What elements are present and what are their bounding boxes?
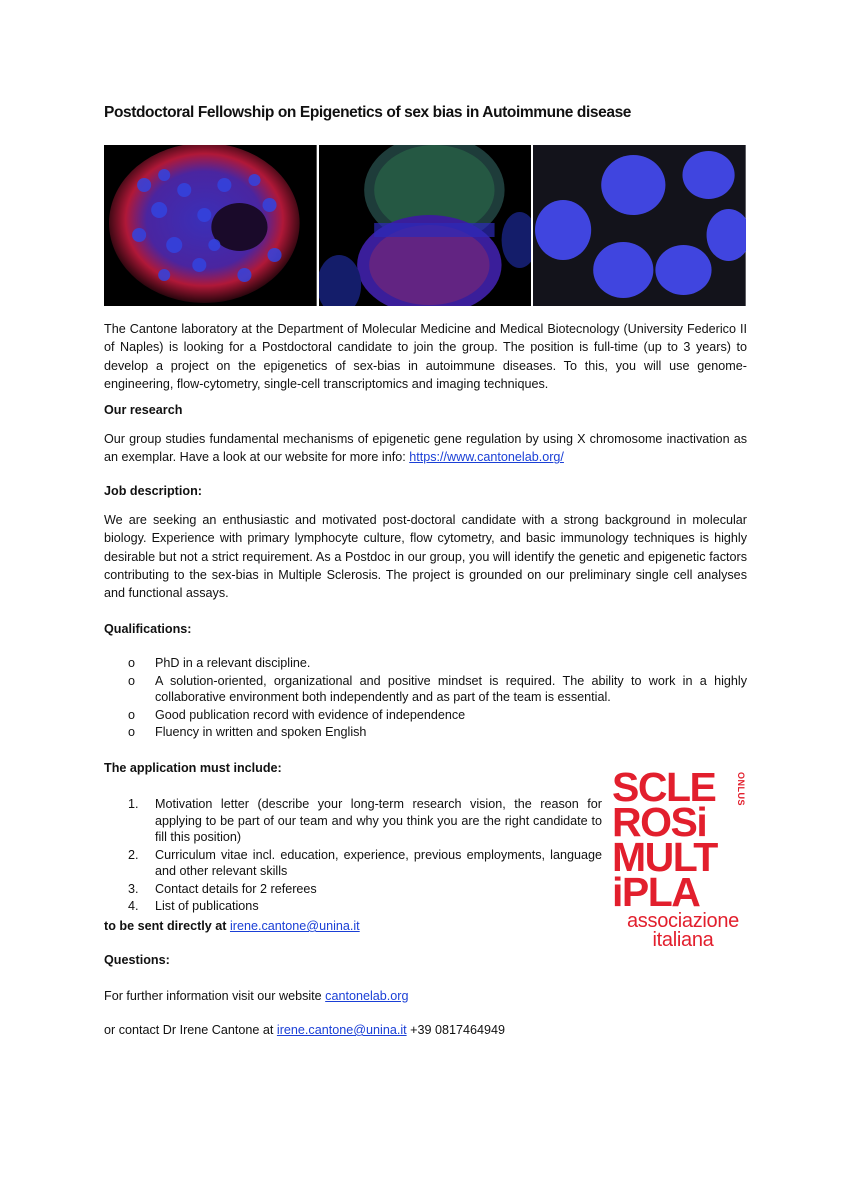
bullet-marker: o — [128, 725, 136, 739]
page-title: Postdoctoral Fellowship on Epigenetics of sex bias in Autoimmune disease — [104, 104, 632, 121]
list-item: o Fluency in written and spoken English — [128, 725, 367, 739]
job-paragraph: We are seeking an enthusiastic and motivated post-doctoral candidate with a strong background in molecular biology. Experience with primary lymphocyte culture, flow cytometry, and basic immunology techniques is highly desirable but not a strict requirement. As a Postdoc in our group, you will identify the genetic and epigenetic factors contributing to the sex-bias in Multiple Sclerosis. The project is grounded on our preliminary single cell analyses and functional assays. — [104, 513, 747, 601]
research-website-link[interactable]: https://www.cantonelab.org/ — [409, 450, 564, 465]
list-item: 2. Curriculum vitae incl. education, experience, previous employments, language and other relevant skills — [128, 847, 602, 878]
microscopy-image-1 — [104, 145, 317, 306]
contact-email-link[interactable]: irene.cantone@unina.it — [276, 1023, 407, 1037]
send-label: to be sent directly at — [104, 919, 230, 933]
sclerosi-multipla-logo: ONLUS SCLE ROSi MULT iPLA associazione italiana — [612, 764, 746, 951]
intro-paragraph: The Cantone laboratory at the Department of Molecular Medicine and Medical Biotecnology (University Federico II of Naples) is looking for a Postdoctoral candidate to join the group. The position is full-time (up to 3 years) to develop a project on the epigenetics of sex-bias in autoimmune diseases. To this, you will use genome-engineering, flow-cytometry, single-cell transcriptomics and imaging techniques. — [104, 322, 747, 391]
job-heading: Job description: — [104, 484, 202, 498]
contact-line: or contact Dr Irene Cantone at irene.cantone@unina.it +39 0817464949 — [104, 1023, 506, 1037]
research-text: Our group studies fundamental mechanisms of epigenetic gene regulation by using X chromosome inactivation as an exemplar. Have a look at our website for more info: — [104, 432, 747, 465]
microscopy-image-3 — [533, 145, 746, 306]
phone-number: +39 0817464949 — [406, 1023, 506, 1037]
application-heading: The application must include: — [104, 761, 282, 775]
list-item: o Good publication record with evidence of independence — [128, 707, 466, 722]
microscopy-images — [104, 145, 746, 306]
qualifications-heading: Qualifications: — [104, 622, 192, 636]
qualifications-list — [104, 655, 747, 742]
microscopy-image-2 — [319, 145, 532, 306]
bullet-marker: o — [128, 673, 136, 688]
application-list — [104, 796, 602, 916]
logo-onlus-tag: ONLUS — [736, 772, 746, 806]
list-item: o PhD in a relevant discipline. — [128, 656, 311, 670]
bullet-marker: o — [128, 656, 136, 670]
research-heading: Our research — [104, 403, 183, 417]
list-item: 3. Contact details for 2 referees — [128, 881, 317, 896]
list-item: o A solution-oriented, organizational and positive mindset is required. The ability to work in a highly collaborative environment both independently and as part of the team is essential. — [128, 673, 747, 704]
research-paragraph — [104, 430, 747, 467]
send-email-link[interactable]: irene.cantone@unina.it — [229, 919, 360, 933]
list-item: 4. List of publications — [128, 899, 259, 913]
list-item: 1. Motivation letter (describe your long-term research vision, the reason for applying to be part of our team and why you think you are the right candidate to fill this position) — [128, 797, 602, 844]
website-line: For further information visit our website cantonelab.org — [104, 989, 409, 1003]
questions-heading: Questions: — [104, 953, 170, 967]
cantonelab-link[interactable]: cantonelab.org — [325, 989, 409, 1003]
bullet-marker: o — [128, 707, 136, 722]
